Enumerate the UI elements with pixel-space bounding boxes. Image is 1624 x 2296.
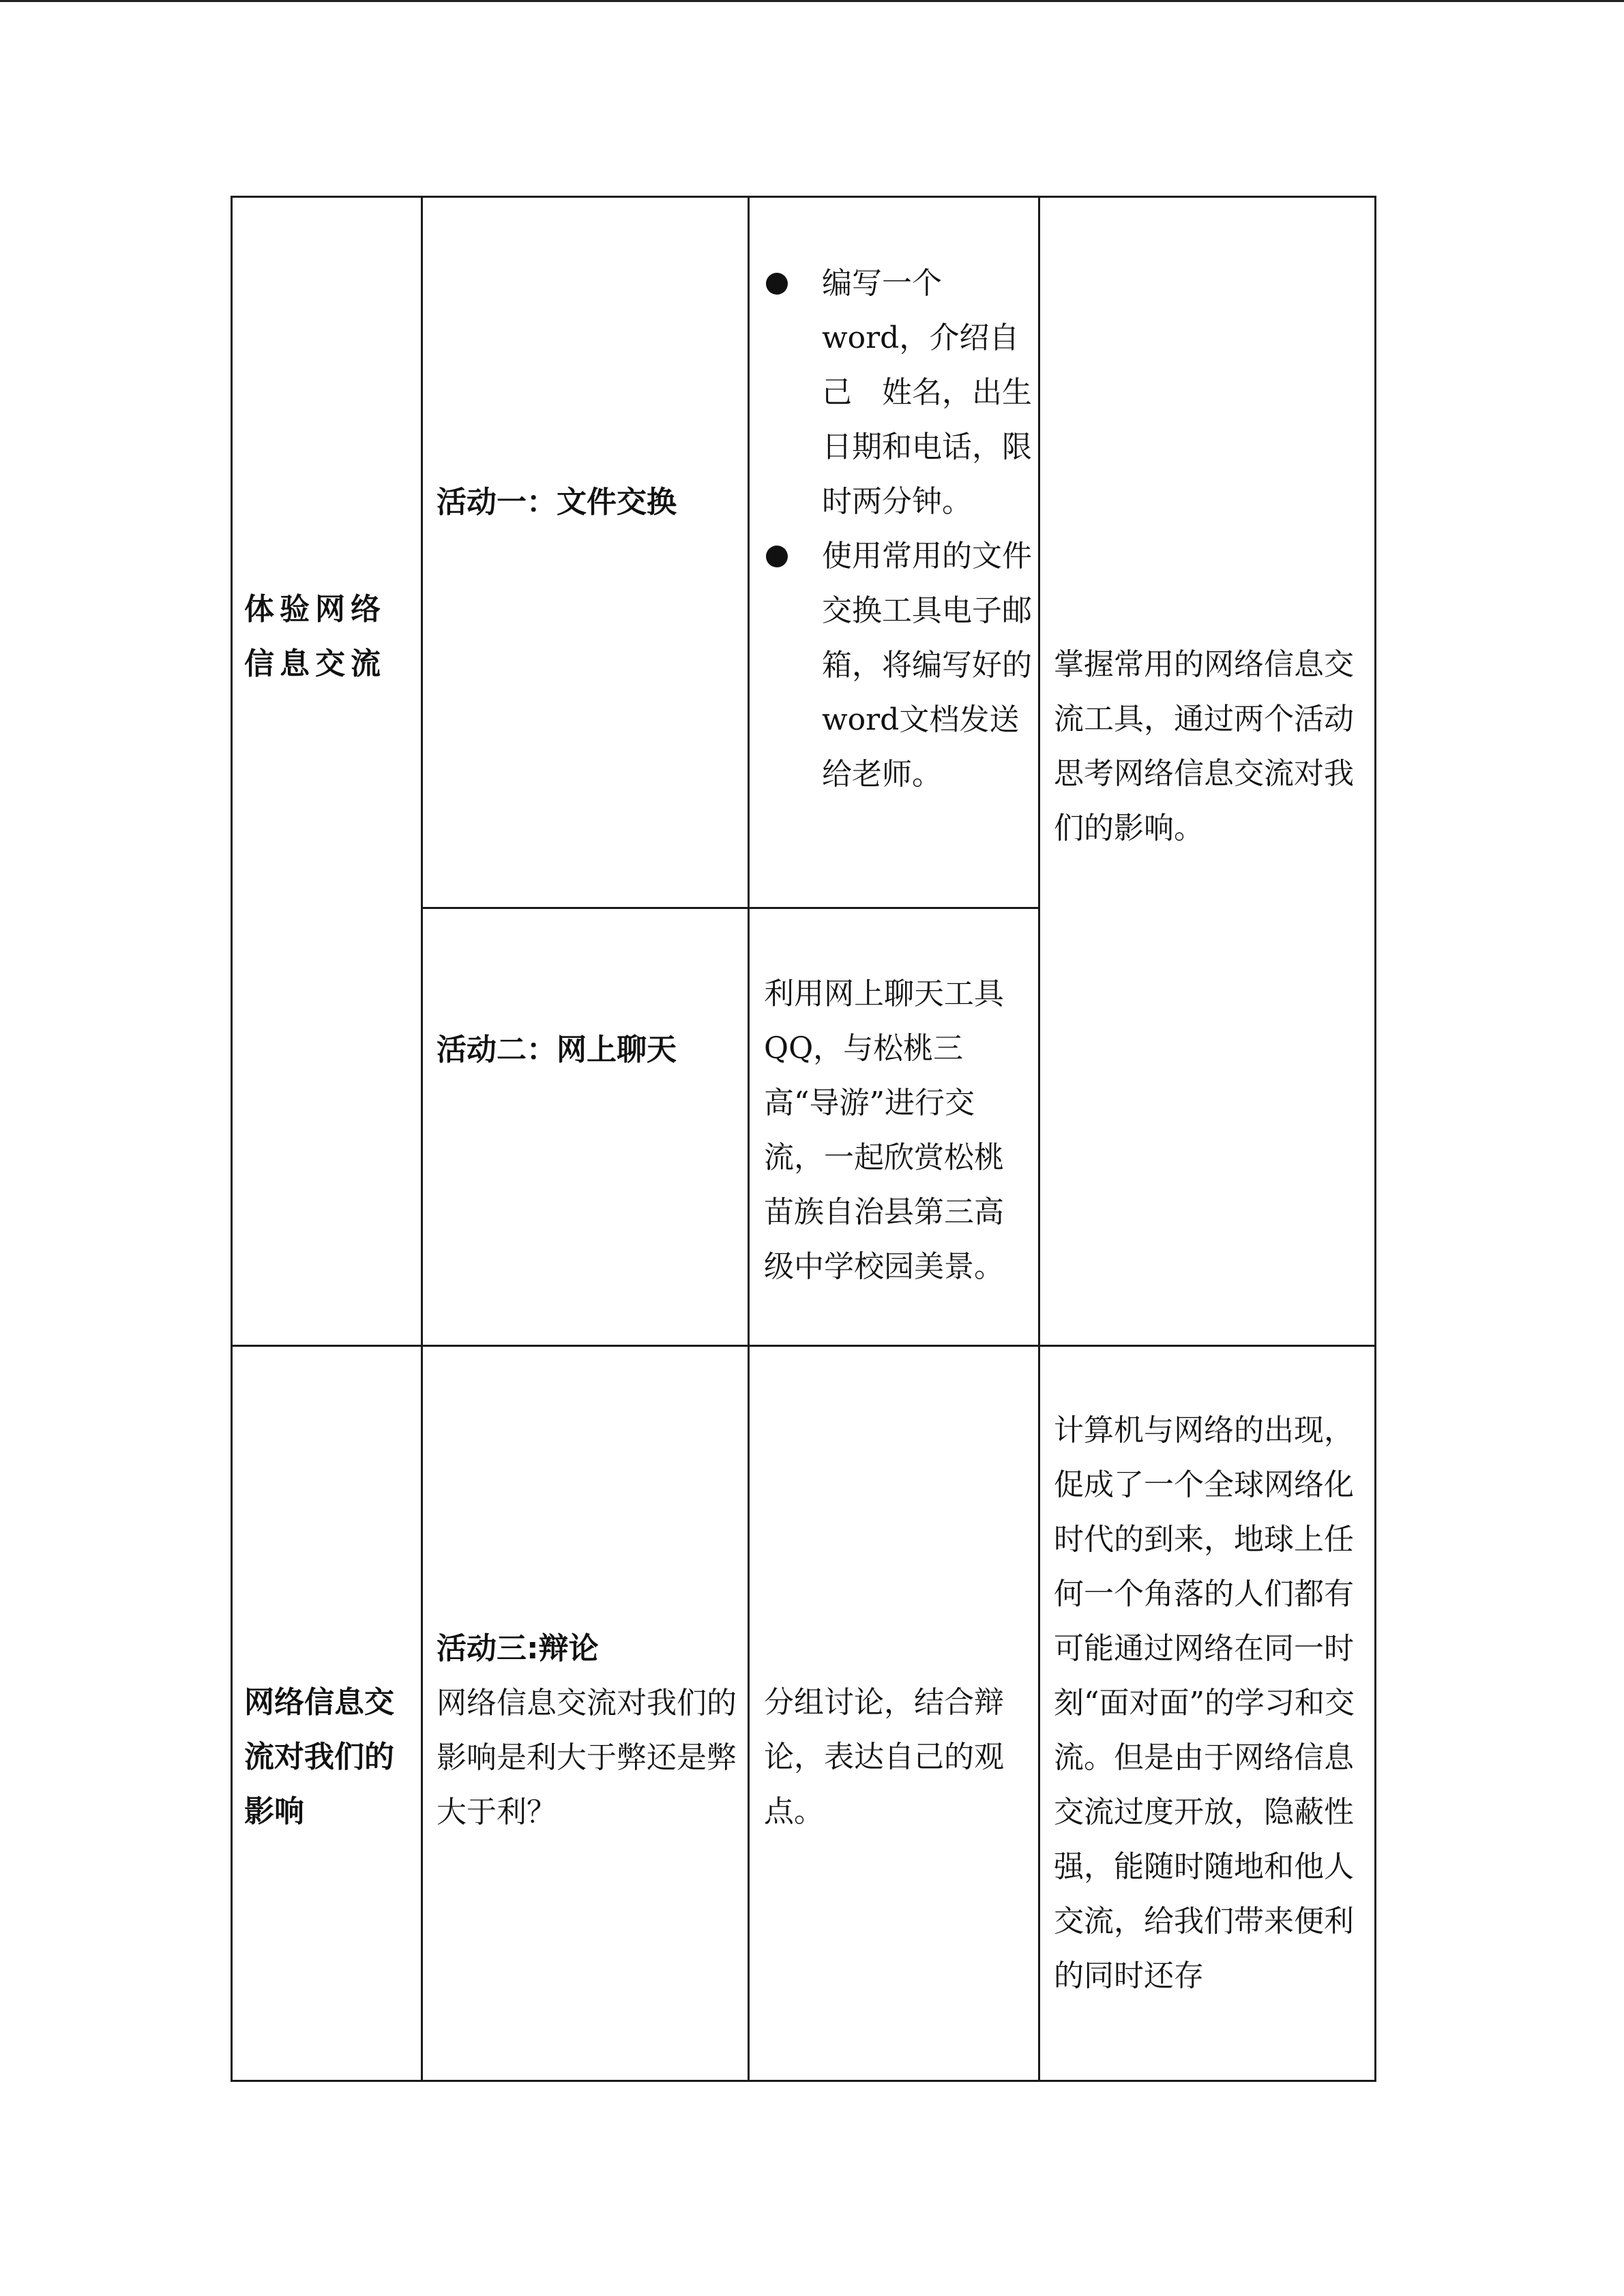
goal-text: 计算机与网络的出现，促成了一个全球网络化时代的到来，地球上任何一个角落的人们都有可能通过网络在同一时刻“面对面”的学习和交流。但是由于网络信息交流过度开放，隐蔽性强，能随时随地和他人交流，给我们带来便利的同时还存 bbox=[1054, 1413, 1355, 1993]
activity-title: 活动二：网上聊天 bbox=[437, 1032, 677, 1067]
table-bottom-line bbox=[231, 2080, 1376, 2082]
goal-text: 掌握常用的网络信息交流工具，通过两个活动思考网络信息交流对我们的影响。 bbox=[1054, 647, 1354, 846]
phase-cell-impact bbox=[244, 1675, 415, 1839]
activity-cell-online-chat bbox=[437, 1023, 730, 1077]
bullet-icon bbox=[766, 546, 788, 567]
row1-split-line bbox=[421, 907, 1039, 909]
col1-line bbox=[421, 196, 423, 2082]
phase-label: 体验网络信息交流 bbox=[244, 592, 386, 681]
task-item bbox=[761, 529, 1033, 802]
activity-title: 活动一：文件交换 bbox=[437, 485, 677, 520]
col3-line bbox=[1038, 196, 1040, 2082]
task-cell-online-chat bbox=[764, 967, 1009, 1294]
task-cell-debate bbox=[764, 1675, 1009, 1839]
task-text: 使用常用的文件交换工具电子邮箱，将编写好的word文档发送给老师。 bbox=[822, 539, 1032, 792]
phase-label: 网络信息交流对我们的影响 bbox=[244, 1685, 394, 1829]
activity-cell-debate bbox=[437, 1622, 750, 1840]
bullet-icon bbox=[766, 273, 788, 295]
phase-cell-experience bbox=[244, 582, 415, 691]
activity-title: 活动三:辩论 bbox=[437, 1631, 599, 1666]
task-list-file-exchange bbox=[761, 256, 1033, 802]
goal-cell-impact bbox=[1054, 1403, 1374, 2003]
goal-cell-experience bbox=[1054, 638, 1374, 856]
page-top-border bbox=[0, 0, 1624, 2]
task-item bbox=[761, 256, 1033, 529]
debate-question: 网络信息交流对我们的影响是利大于弊还是弊大于利？ bbox=[437, 1686, 737, 1830]
table-top-line bbox=[231, 196, 1376, 198]
table-right-line bbox=[1374, 196, 1376, 2082]
task-text: 编写一个word，介绍自己 姓名，出生日期和电话，限时两分钟。 bbox=[822, 266, 1032, 519]
task-text: 分组讨论，结合辩论，表达自己的观点。 bbox=[764, 1685, 1004, 1829]
activity-cell-file-exchange bbox=[437, 475, 730, 530]
row-divider-line bbox=[231, 1345, 1376, 1347]
task-text: 利用网上聊天工具QQ，与松桃三高“导游”进行交流，一起欣赏松桃苗族自治县第三高级中学校园美景。 bbox=[764, 976, 1004, 1284]
table-left-line bbox=[231, 196, 233, 2082]
